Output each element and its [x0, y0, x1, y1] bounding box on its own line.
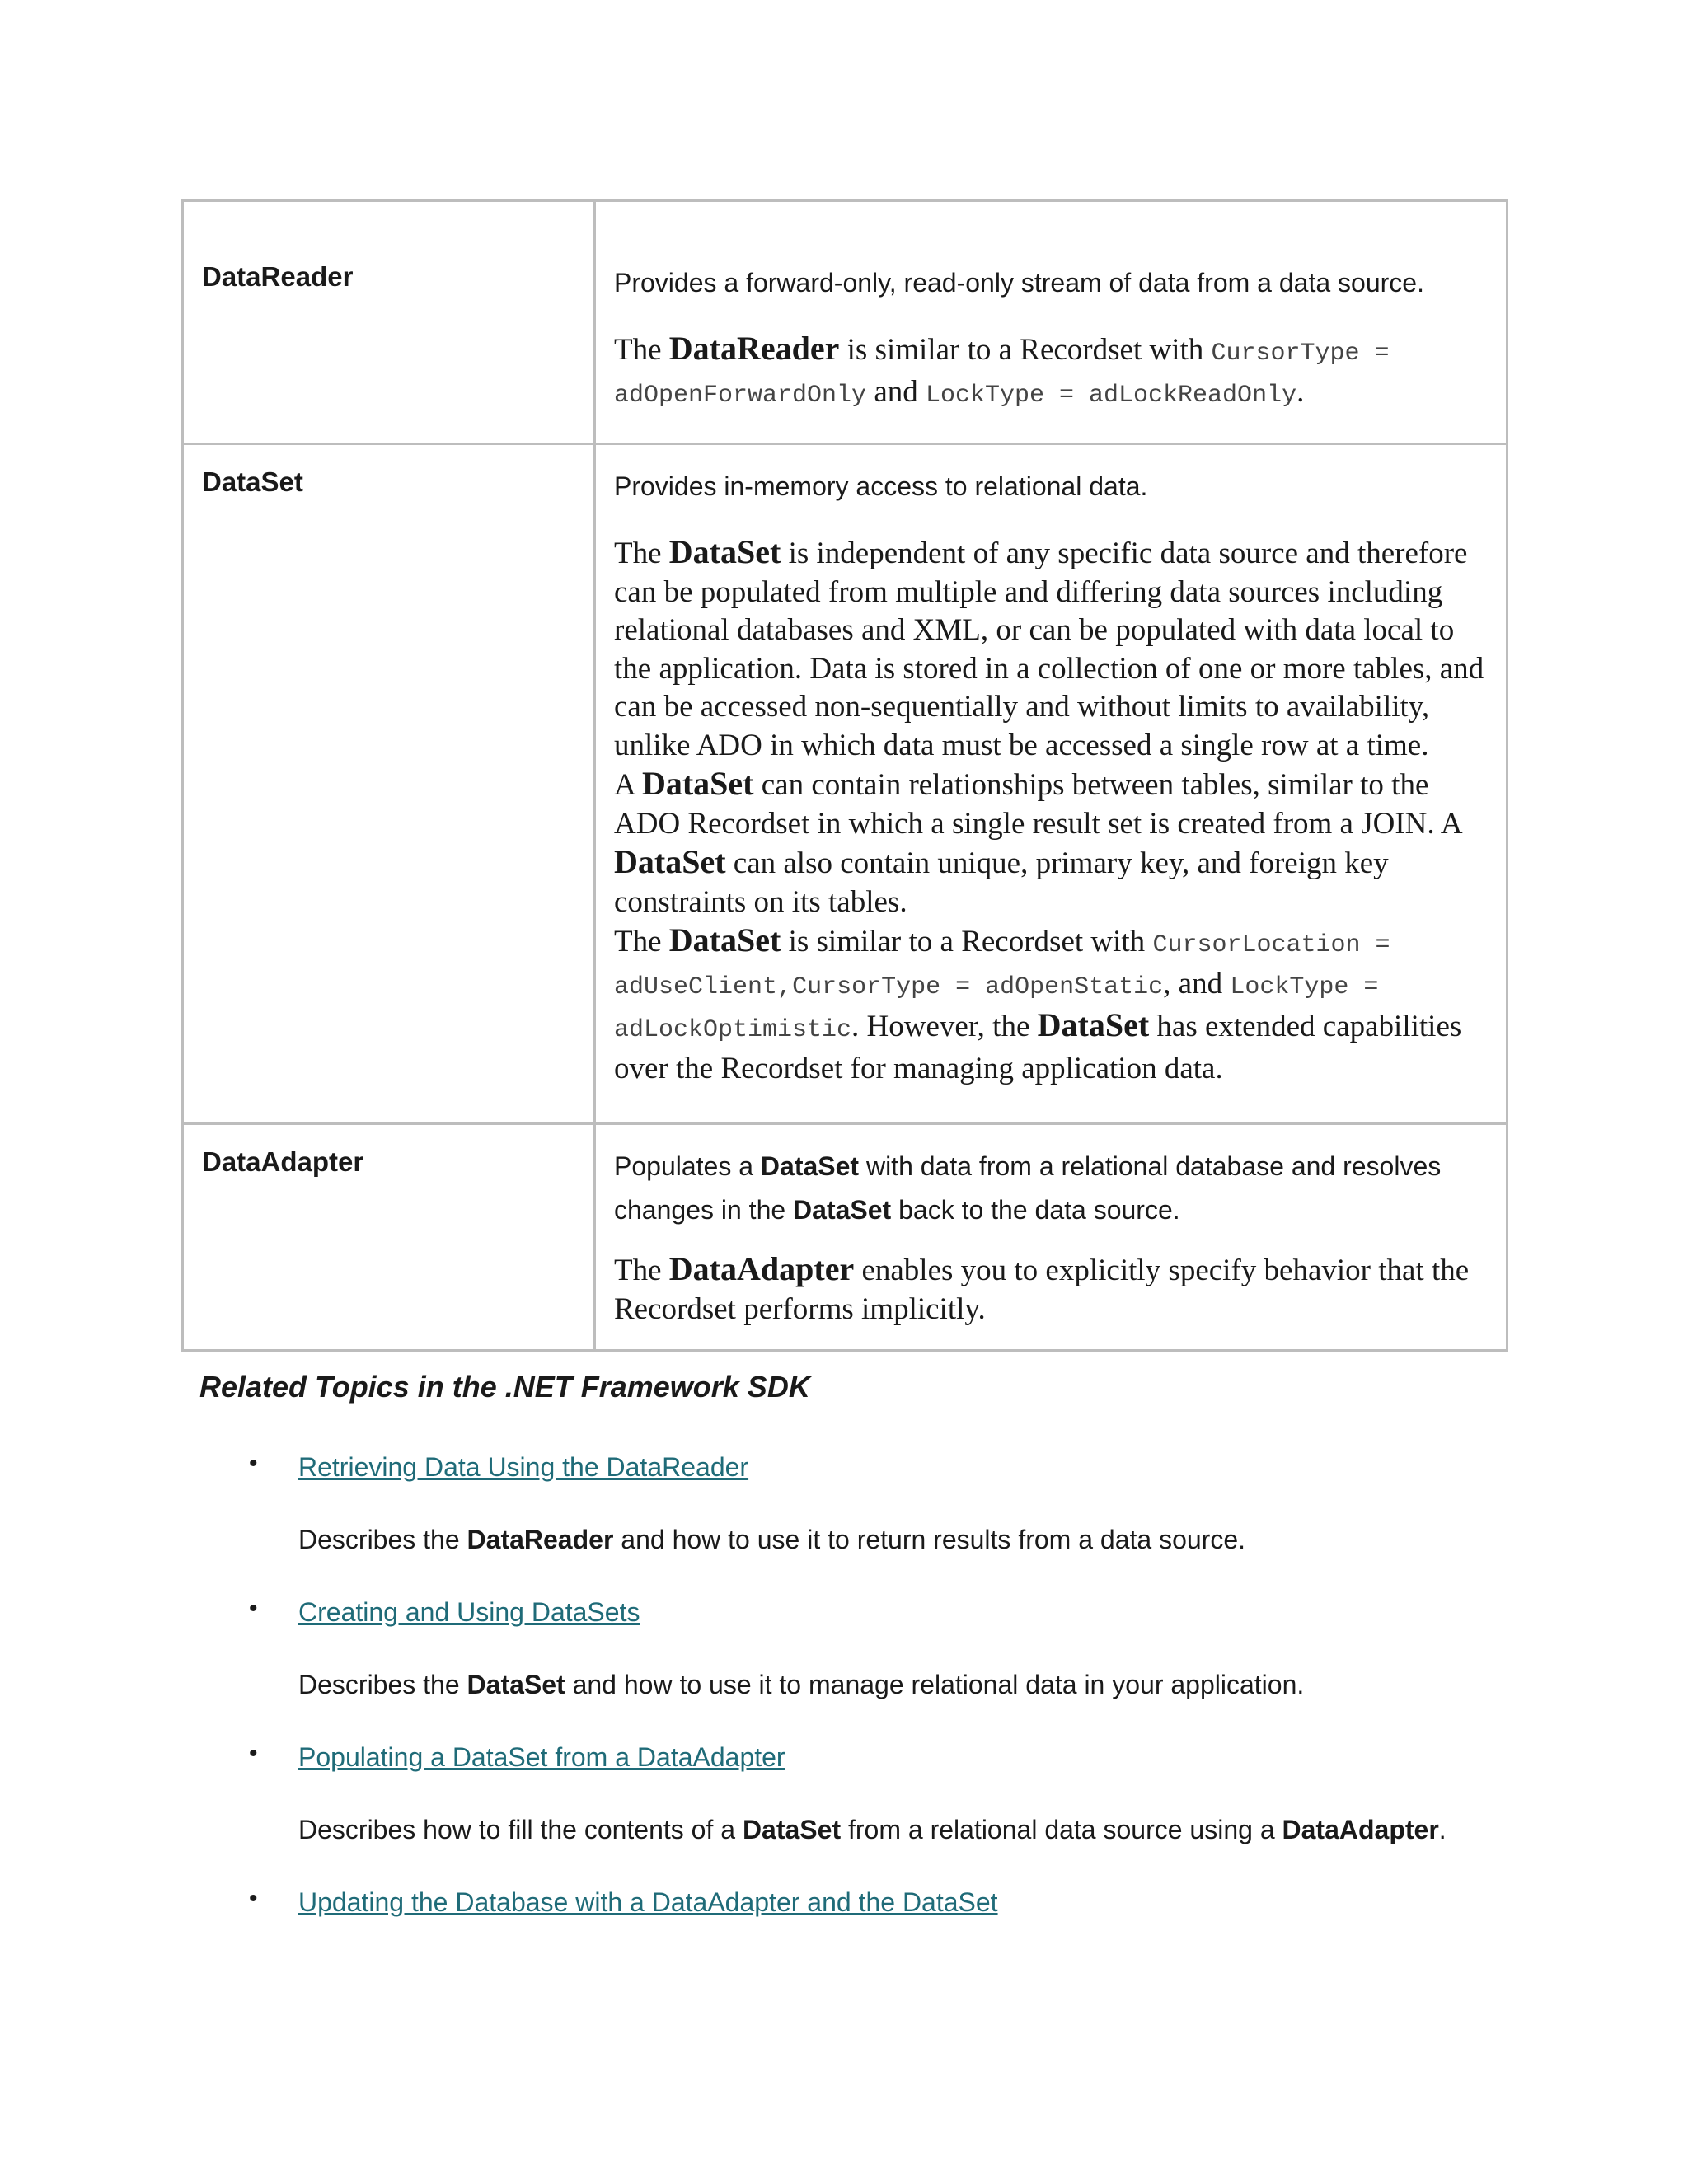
object-detail-paragraph: A DataSet can contain relationships between tables, similar to the ADO Recordset in which a single result set is created from a JOIN. A DataSet can also contain unique, primary key, and foreign key constraints on its tables.: [614, 765, 1461, 919]
related-topics-list: [199, 1446, 1485, 1923]
related-topics-heading: Related Topics in the .NET Framework SDK: [199, 1370, 810, 1404]
topic-description: Describes how to fill the contents of a DataSet from a relational data source using a DataAdapter.: [298, 1815, 1447, 1844]
table-row-dataadapter: [183, 1124, 1507, 1351]
table-row-dataset: [183, 444, 1507, 1124]
bullet-icon: •: [249, 1740, 258, 1767]
list-item: [199, 1591, 1485, 1704]
object-description-cell: [595, 1124, 1507, 1351]
object-summary: Populates a DataSet with data from a relational database and resolves changes in the DataSet back to the data source.: [614, 1151, 1442, 1225]
object-detail-paragraph: The DataSet is similar to a Recordset with CursorLocation = adUseClient,CursorType = adOpenStatic, and LockType = adLockOptimistic. However, the DataSet has extended capabilities over the Recordset for managing application data.: [614, 921, 1462, 1085]
object-name: DataAdapter: [202, 1146, 364, 1177]
bullet-icon: •: [249, 1595, 258, 1622]
topic-link-updating-database[interactable]: Updating the Database with a DataAdapter and the DataSet: [298, 1887, 998, 1917]
topic-description: Describes the DataReader and how to use it to return results from a data source.: [298, 1525, 1245, 1554]
list-item: [199, 1736, 1485, 1849]
object-name: DataReader: [202, 261, 354, 292]
object-name-cell: [183, 444, 595, 1124]
topic-link-retrieving-data[interactable]: Retrieving Data Using the DataReader: [298, 1452, 749, 1482]
topic-link-populating-dataset[interactable]: Populating a DataSet from a DataAdapter: [298, 1742, 785, 1772]
object-detail-paragraph: The DataSet is independent of any specific data source and therefore can be populated from multiple and differing data sources including relational databases and XML, or can be populated with data local to the application. Data is stored in a collection of one or more tables, and can be accessed non-sequentially and without limits to availability, unlike ADO in which data must be accessed a single row at a time.: [614, 533, 1484, 762]
object-summary: Provides a forward-only, read-only stream of data from a data source.: [614, 268, 1424, 298]
object-name-cell: [183, 201, 595, 444]
object-name: DataSet: [202, 466, 303, 497]
object-description-cell: [595, 201, 1507, 444]
topic-description: Describes the DataSet and how to use it to manage relational data in your application.: [298, 1670, 1305, 1699]
list-item: [199, 1882, 1485, 1923]
object-description-cell: [595, 444, 1507, 1124]
bullet-icon: •: [249, 1885, 258, 1912]
object-detail: The DataReader is similar to a Recordset with CursorType = adOpenForwardOnly and LockType = adLockReadOnly.: [614, 330, 1390, 410]
ado-comparison-table: [181, 199, 1508, 1352]
table-row-datareader: [183, 201, 1507, 444]
object-detail: The DataAdapter enables you to explicitly specify behavior that the Recordset performs implicitly.: [614, 1250, 1470, 1326]
topic-link-creating-datasets[interactable]: Creating and Using DataSets: [298, 1597, 640, 1627]
object-summary: Provides in-memory access to relational data.: [614, 471, 1148, 501]
bullet-icon: •: [249, 1450, 258, 1477]
list-item: [199, 1446, 1485, 1558]
object-name-cell: [183, 1124, 595, 1351]
